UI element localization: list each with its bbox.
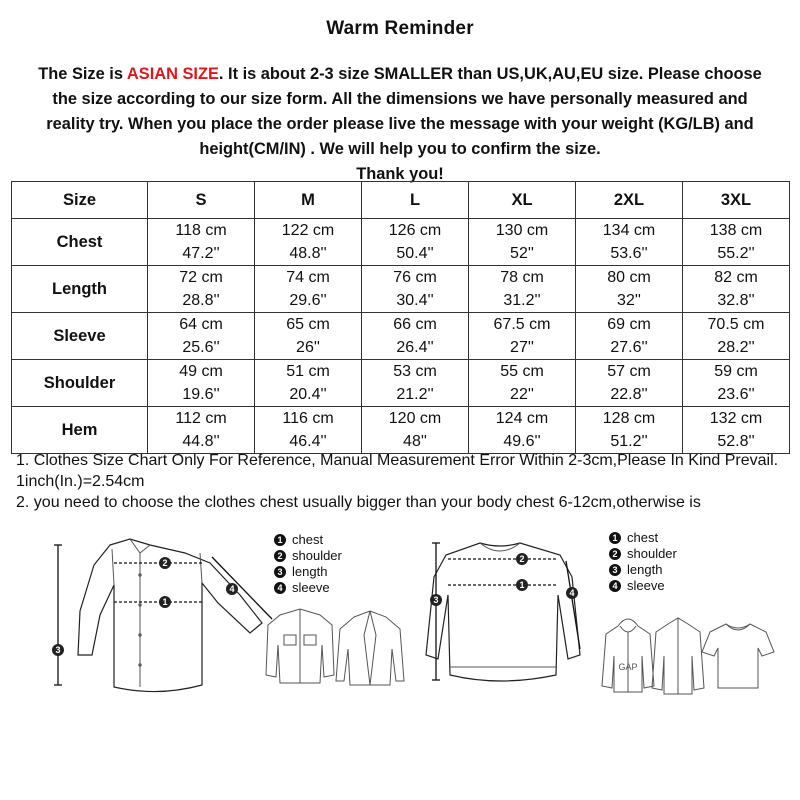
inch-value: 53.6'': [610, 245, 648, 262]
inch-value: 25.6'': [182, 339, 220, 356]
cm-value: 59 cm: [714, 363, 758, 380]
note-2: 2. you need to choose the clothes chest usually bigger than your body chest 6-12cm,otherwise is: [16, 494, 701, 511]
size-cell: [255, 360, 362, 407]
legend-item: [274, 564, 342, 580]
inch-value: 19.6'': [182, 386, 220, 403]
inch-value: 52.8'': [717, 433, 755, 450]
legend-label: length: [292, 564, 328, 579]
cm-value: 67.5 cm: [493, 316, 551, 333]
cm-value: 78 cm: [500, 269, 544, 286]
cm-value: 128 cm: [602, 410, 656, 427]
inch-value: 27'': [510, 339, 534, 356]
notice-highlight: ASIAN SIZE: [126, 65, 219, 83]
header-xl: XL: [469, 182, 576, 219]
inch-value: 23.6'': [717, 386, 755, 403]
svg-text:2: 2: [519, 554, 525, 564]
svg-text:1: 1: [519, 580, 525, 590]
inch-value: 29.6'': [289, 292, 327, 309]
size-cell: [362, 266, 469, 313]
cm-value: 49 cm: [179, 363, 223, 380]
size-cell: [255, 313, 362, 360]
cm-value: 69 cm: [607, 316, 651, 333]
inch-value: 46.4'': [289, 433, 327, 450]
header-2xl: 2XL: [576, 182, 683, 219]
size-cell: [683, 219, 790, 266]
legend-item: [609, 546, 677, 562]
size-cell: [255, 219, 362, 266]
cm-value: 64 cm: [179, 316, 223, 333]
size-cell: [148, 407, 255, 454]
cm-value: 51 cm: [286, 363, 330, 380]
svg-text:3: 3: [55, 645, 61, 655]
legend-number: 3: [609, 564, 621, 576]
inch-value: 27.6'': [610, 339, 648, 356]
size-cell: [576, 266, 683, 313]
jacket-icons: [262, 605, 412, 690]
cm-value: 70.5 cm: [707, 316, 765, 333]
size-cell: [255, 266, 362, 313]
note-1: 1. Clothes Size Chart Only For Reference, Manual Measurement Error Within 2-3cm,Please In Kind Prevail. 1inch(In.)=2.54cm: [16, 452, 779, 490]
header-s: S: [148, 182, 255, 219]
table-row: [12, 360, 790, 407]
sweater-diagram: [420, 535, 590, 695]
size-cell: [362, 407, 469, 454]
svg-text:4: 4: [229, 584, 235, 594]
legend-item: [274, 548, 342, 564]
svg-text:2: 2: [162, 558, 168, 568]
size-cell: [148, 266, 255, 313]
inch-value: 50.4'': [396, 245, 434, 262]
inch-value: 52'': [510, 245, 534, 262]
cm-value: 72 cm: [179, 269, 223, 286]
inch-value: 28.8'': [182, 292, 220, 309]
header-3xl: 3XL: [683, 182, 790, 219]
header-l: L: [362, 182, 469, 219]
inch-value: 47.2'': [182, 245, 220, 262]
size-cell: [469, 360, 576, 407]
cm-value: 122 cm: [281, 222, 335, 239]
svg-text:4: 4: [569, 588, 575, 598]
size-cell: [362, 313, 469, 360]
inch-value: 30.4'': [396, 292, 434, 309]
legend-item: [609, 562, 677, 578]
size-cell: [469, 219, 576, 266]
size-cell: [683, 360, 790, 407]
row-label-shoulder: Shoulder: [12, 360, 148, 407]
size-cell: [683, 407, 790, 454]
cm-value: 134 cm: [602, 222, 656, 239]
size-notice: [30, 62, 770, 187]
legend-number: 4: [274, 582, 286, 594]
legend-label: length: [627, 562, 663, 577]
notice-thanks: Thank you!: [356, 165, 444, 183]
inch-value: 51.2'': [610, 433, 648, 450]
hoodie-print: GAP: [618, 662, 638, 672]
table-row: [12, 266, 790, 313]
table-row: [12, 407, 790, 454]
legend-item: [274, 580, 342, 596]
legend-label: chest: [292, 532, 324, 547]
cm-value: 116 cm: [282, 410, 334, 427]
legend-number: 1: [274, 534, 286, 546]
cm-value: 138 cm: [709, 222, 763, 239]
cm-value: 126 cm: [388, 222, 442, 239]
cm-value: 130 cm: [495, 222, 549, 239]
legend-label: shoulder: [627, 546, 677, 561]
cm-value: 112 cm: [175, 410, 227, 427]
inch-value: 22'': [510, 386, 534, 403]
cm-value: 55 cm: [500, 363, 544, 380]
inch-value: 21.2'': [396, 386, 434, 403]
inch-value: 32'': [617, 292, 641, 309]
cm-value: 124 cm: [495, 410, 549, 427]
legend-right: [609, 530, 677, 594]
table-row: [12, 219, 790, 266]
legend-number: 2: [609, 548, 621, 560]
legend-number: 4: [609, 580, 621, 592]
cm-value: 57 cm: [607, 363, 651, 380]
inch-value: 28.2'': [717, 339, 755, 356]
size-cell: [469, 313, 576, 360]
cm-value: 53 cm: [393, 363, 437, 380]
cm-value: 82 cm: [714, 269, 758, 286]
cm-value: 66 cm: [393, 316, 437, 333]
cm-value: 120 cm: [388, 410, 442, 427]
table-header-row: [12, 182, 790, 219]
notes: [16, 450, 786, 513]
size-cell: [683, 266, 790, 313]
inch-value: 26'': [296, 339, 320, 356]
size-cell: [576, 407, 683, 454]
notice-prefix: The Size is: [38, 65, 127, 83]
size-cell: [255, 407, 362, 454]
notice-body: . It is about 2-3 size SMALLER than US,UK,AU,EU size. Please choose the size according to our size form. All the dimensions we have personally measured and reality try. When you place the order please live the message with your weight (KG/LB) and height(CM/IN) . We will help you to confirm the size.: [46, 65, 762, 158]
size-cell: [148, 313, 255, 360]
svg-text:1: 1: [162, 597, 168, 607]
size-cell: [362, 219, 469, 266]
inch-value: 55.2'': [717, 245, 755, 262]
inch-value: 48.8'': [289, 245, 327, 262]
legend-label: sleeve: [292, 580, 330, 595]
size-cell: [469, 266, 576, 313]
row-label-hem: Hem: [12, 407, 148, 454]
svg-text:3: 3: [433, 595, 439, 605]
cm-value: 80 cm: [607, 269, 651, 286]
row-label-sleeve: Sleeve: [12, 313, 148, 360]
legend-number: 1: [609, 532, 621, 544]
size-cell: [683, 313, 790, 360]
page-title: Warm Reminder: [326, 18, 474, 39]
inch-value: 20.4'': [289, 386, 327, 403]
size-cell: [576, 360, 683, 407]
legend-item: [274, 532, 342, 548]
legend-number: 3: [274, 566, 286, 578]
legend-label: chest: [627, 530, 659, 545]
inch-value: 49.6'': [503, 433, 541, 450]
header-size: Size: [12, 182, 148, 219]
legend-item: [609, 530, 677, 546]
header-m: M: [255, 182, 362, 219]
size-cell: [362, 360, 469, 407]
row-label-chest: Chest: [12, 219, 148, 266]
legend-label: shoulder: [292, 548, 342, 563]
legend-number: 2: [274, 550, 286, 562]
cm-value: 118 cm: [175, 222, 227, 239]
legend-label: sleeve: [627, 578, 665, 593]
inch-value: 26.4'': [396, 339, 434, 356]
cm-value: 76 cm: [393, 269, 437, 286]
row-label-length: Length: [12, 266, 148, 313]
size-cell: [576, 219, 683, 266]
legend-item: [609, 578, 677, 594]
legend-left: [274, 532, 342, 596]
size-cell: [576, 313, 683, 360]
garment-icons: [598, 612, 798, 697]
cm-value: 74 cm: [286, 269, 330, 286]
cm-value: 65 cm: [286, 316, 330, 333]
size-cell: [469, 407, 576, 454]
inch-value: 48'': [403, 433, 427, 450]
size-cell: [148, 219, 255, 266]
inch-value: 44.8'': [182, 433, 220, 450]
cm-value: 132 cm: [709, 410, 763, 427]
size-chart-table: [11, 181, 790, 454]
inch-value: 32.8'': [717, 292, 755, 309]
inch-value: 22.8'': [610, 386, 648, 403]
inch-value: 31.2'': [503, 292, 541, 309]
table-row: [12, 313, 790, 360]
shirt-diagram: [40, 535, 280, 695]
size-cell: [148, 360, 255, 407]
